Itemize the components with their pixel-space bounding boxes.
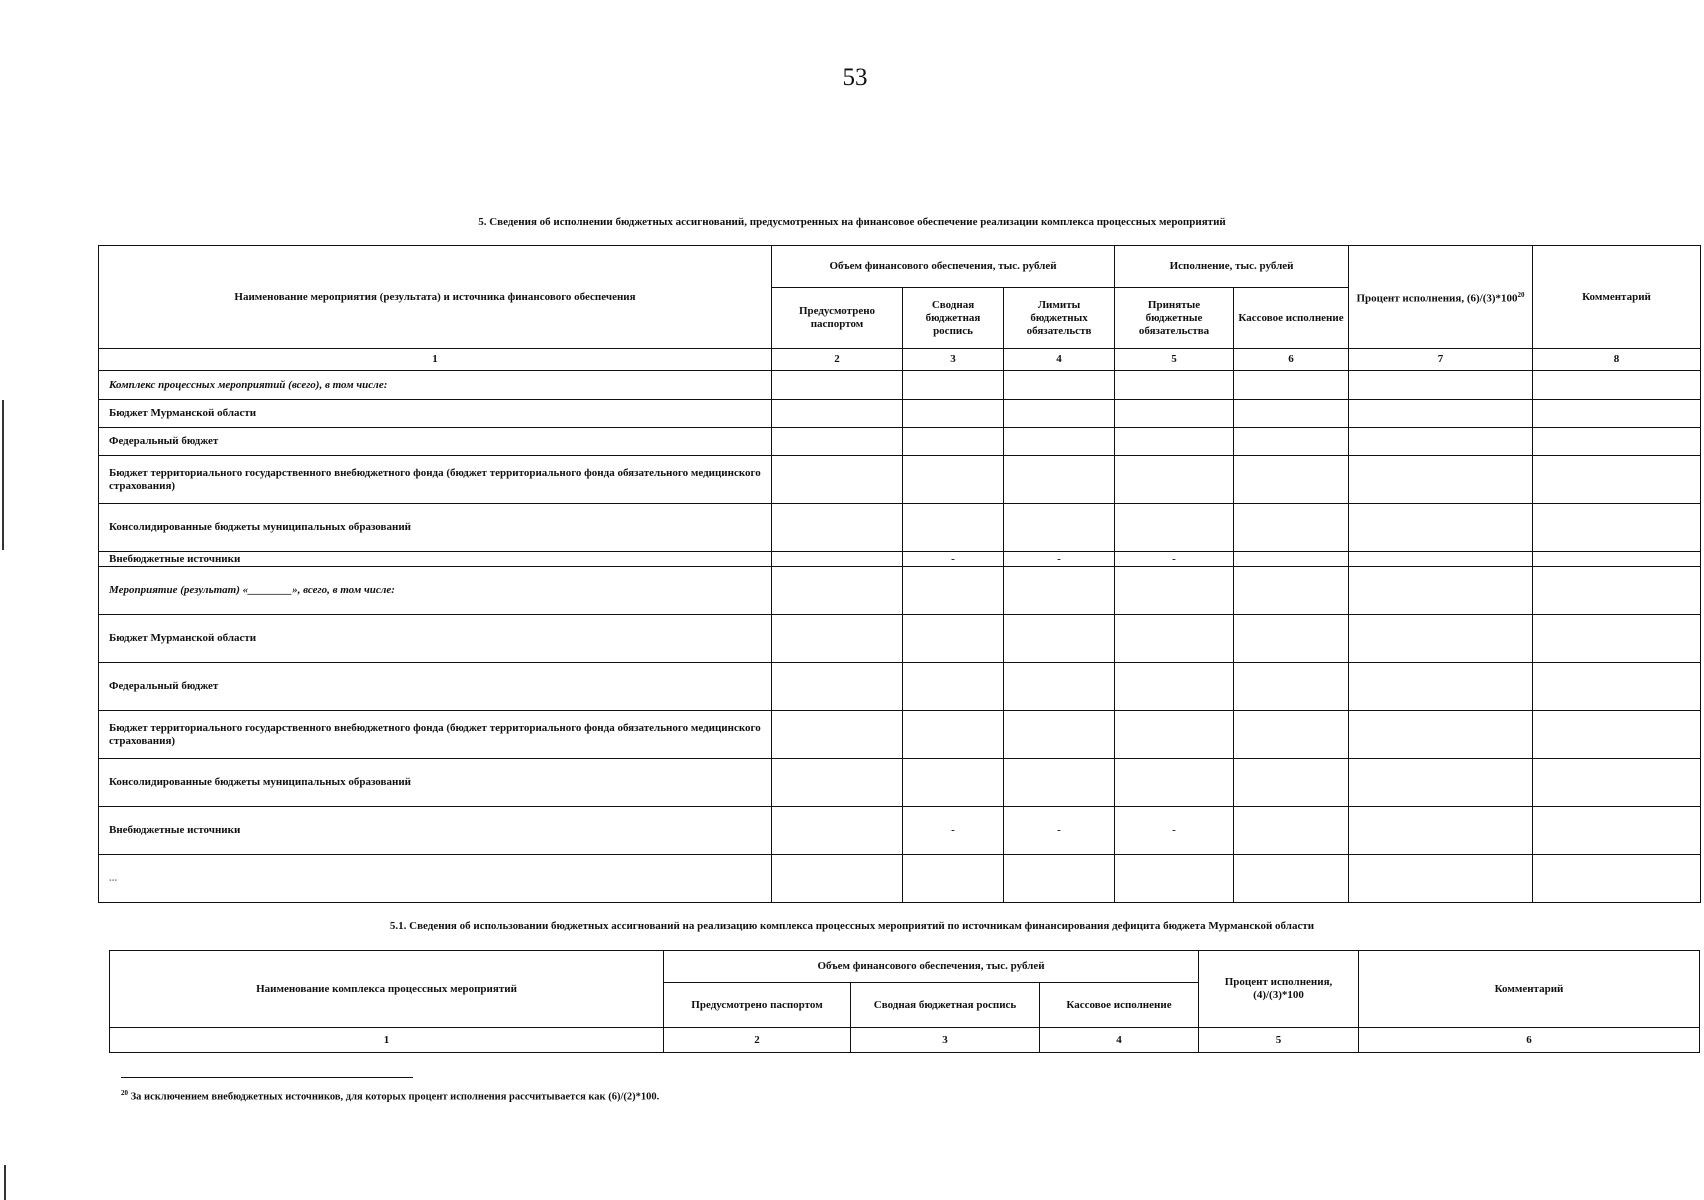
section-5-1-title: 5.1. Сведения об использовании бюджетных ассигнований на реализацию комплекса процессных мероприятий по источникам финансирования дефицита бюджета Мурманской области xyxy=(389,920,1315,932)
row-label: Бюджет Мурманской области xyxy=(99,400,772,428)
table-row xyxy=(99,855,1701,903)
footnote-divider xyxy=(121,1077,413,1078)
header-percent: Процент исполнения, $(6)/(3)*100^{20}$ xyxy=(1349,246,1533,349)
header-planned-passport: Предусмотрено паспортом xyxy=(664,983,851,1028)
table-row xyxy=(99,759,1701,807)
table-row: Внебюджетные источники - - - xyxy=(99,552,1701,567)
page-number: 53 xyxy=(842,64,868,91)
table-row xyxy=(99,567,1701,615)
header-comment: Комментарий xyxy=(1359,951,1700,1028)
row-label: Федеральный бюджет xyxy=(99,428,772,456)
table-row xyxy=(99,711,1701,759)
table-row xyxy=(99,663,1701,711)
scan-mark xyxy=(2,400,4,550)
table-row xyxy=(99,615,1701,663)
row-label: ... xyxy=(99,855,772,903)
column-number: 4 xyxy=(1004,349,1115,371)
row-label: Бюджет территориального государственного внебюджетного фонда (бюджет территориального фонда обязательного медицинского страхования) xyxy=(99,456,772,504)
column-number: 1 xyxy=(99,349,772,371)
table-row xyxy=(99,504,1701,552)
header-limits: Лимиты бюджетных обязательств xyxy=(1004,288,1115,349)
row-label: Консолидированные бюджеты муниципальных образований xyxy=(99,759,772,807)
column-number: 6 xyxy=(1234,349,1349,371)
column-number: 2 xyxy=(664,1028,851,1053)
column-number: 5 xyxy=(1115,349,1234,371)
section-5-title: 5. Сведения об исполнении бюджетных ассигнований, предусмотренных на финансовое обеспечение реализации комплекса процессных мероприятий xyxy=(478,216,1226,228)
header-budget-list: Сводная бюджетная роспись xyxy=(903,288,1004,349)
footnote xyxy=(121,1089,659,1103)
column-number: 1 xyxy=(110,1028,664,1053)
table-row xyxy=(99,400,1701,428)
header-execution-group: Исполнение, тыс. рублей xyxy=(1115,246,1349,288)
header-cash: Кассовое исполнение xyxy=(1040,983,1199,1028)
column-number: 7 xyxy=(1349,349,1533,371)
row-label: Консолидированные бюджеты муниципальных образований xyxy=(99,504,772,552)
column-number: 3 xyxy=(851,1028,1040,1053)
header-budget-list: Сводная бюджетная роспись xyxy=(851,983,1040,1028)
header-cash: Кассовое исполнение xyxy=(1234,288,1349,349)
column-number: 5 xyxy=(1199,1028,1359,1053)
header-volume-group: Объем финансового обеспечения, тыс. рублей xyxy=(664,951,1199,983)
table-row xyxy=(99,456,1701,504)
row-label: Бюджет территориального государственного внебюджетного фонда (бюджет территориального фонда обязательного медицинского страхования) xyxy=(99,711,772,759)
header-volume-group: Объем финансового обеспечения, тыс. рублей xyxy=(772,246,1115,288)
column-number: 8 xyxy=(1533,349,1701,371)
header-accepted: Принятые бюджетные обязательства xyxy=(1115,288,1234,349)
row-label: Внебюджетные источники xyxy=(99,552,772,567)
header-name: Наименование комплекса процессных мероприятий xyxy=(110,951,664,1028)
column-number: 3 xyxy=(903,349,1004,371)
table-row xyxy=(99,428,1701,456)
header-name: Наименование мероприятия (результата) и источника финансового обеспечения xyxy=(99,246,772,349)
header-percent: Процент исполнения, (4)/(3)*100 xyxy=(1199,951,1359,1028)
table-row: Внебюджетные источники - - - xyxy=(99,807,1701,855)
row-label: Бюджет Мурманской области xyxy=(99,615,772,663)
table-row xyxy=(99,371,1701,400)
row-label: Мероприятие (результат) «________», всего, в том числе: xyxy=(99,567,772,615)
row-label: Комплекс процессных мероприятий (всего), в том числе: xyxy=(99,371,772,400)
header-comment: Комментарий xyxy=(1533,246,1701,349)
header-planned-passport: Предусмотрено паспортом xyxy=(772,288,903,349)
column-number: 2 xyxy=(772,349,903,371)
column-number: 6 xyxy=(1359,1028,1700,1053)
row-label: Внебюджетные источники xyxy=(99,807,772,855)
scan-mark xyxy=(4,1165,6,1200)
budget-execution-table xyxy=(98,245,1701,903)
deficit-financing-table xyxy=(109,950,1700,1053)
footnote-text: За исключением внебюджетных источников, для которых процент исполнения рассчитывается как (6)/(2)*100. xyxy=(130,1091,660,1103)
footnote-number: 20 xyxy=(121,1089,128,1097)
row-label: Федеральный бюджет xyxy=(99,663,772,711)
column-number: 4 xyxy=(1040,1028,1199,1053)
